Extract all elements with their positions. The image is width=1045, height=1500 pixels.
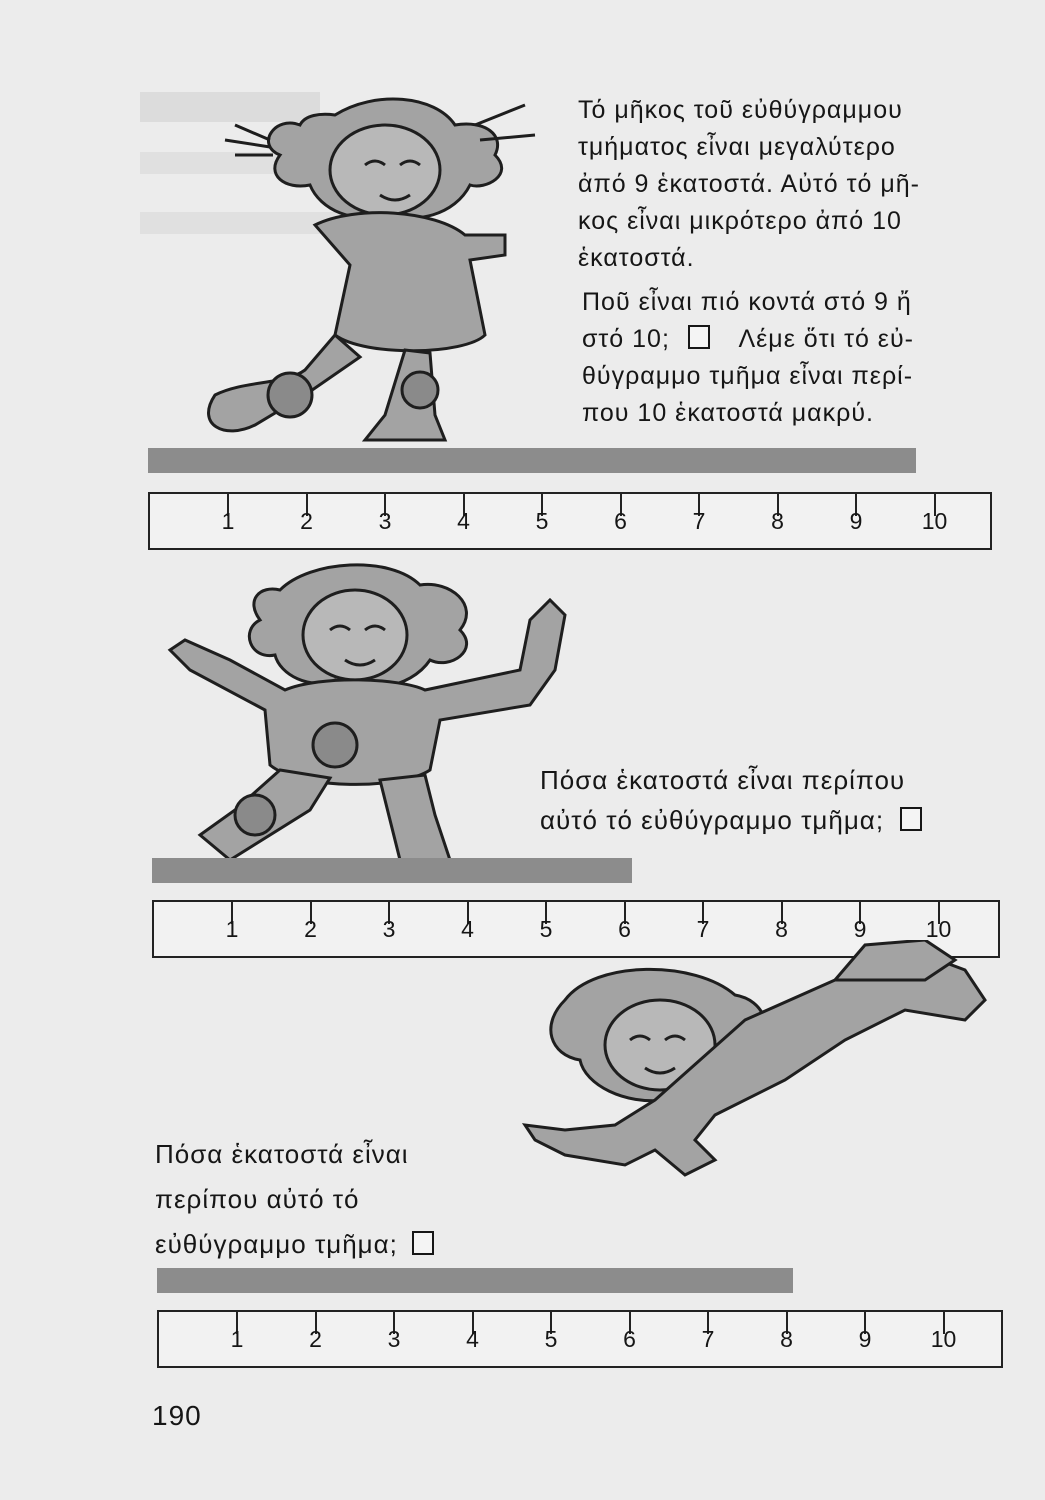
nearest-line: θύγραμμο τμῆμα εἶναι περί- [582, 362, 914, 390]
ruler-tick-label: 3 [382, 916, 396, 942]
intro-line: ἀπό 9 ἑκατοστά. Αὐτό τό μῆ- [578, 170, 920, 198]
ruler-tick-label: 2 [300, 508, 313, 534]
question-1-line-text: αὐτό τό εὐθύγραμμο τμῆμα; [540, 805, 885, 835]
girl-stretching-illustration [160, 560, 580, 870]
nearest-line-end: Λέμε ὅτι τό εὐ- [738, 325, 914, 353]
ruler-tick-label: 4 [457, 508, 470, 534]
ruler-tick-label: 5 [539, 916, 553, 942]
question-1 [540, 760, 1010, 840]
ruler-tick-label: 9 [849, 508, 863, 534]
answer-box-nearest[interactable] [688, 325, 710, 349]
page-number: 190 [152, 1400, 202, 1431]
ruler-tick-label: 3 [387, 1326, 401, 1352]
answer-box-question-2[interactable] [412, 1231, 434, 1255]
ruler-tick-label: 10 [921, 508, 948, 534]
question-2-line: Πόσα ἑκατοστά εἶναι [155, 1139, 409, 1169]
ruler-tick-label: 2 [304, 916, 317, 942]
ruler-tick-label: 1 [225, 916, 239, 942]
ruler-3 [157, 1310, 1003, 1368]
line-segment-1 [148, 448, 916, 473]
question-2-line: περίπου αὐτό τό [155, 1184, 360, 1214]
ruler-tick-label: 3 [378, 508, 392, 534]
ruler-1 [148, 492, 992, 550]
question-2-line [155, 1222, 515, 1267]
line-segment-2 [152, 858, 632, 883]
ruler-tick-label: 1 [230, 1326, 244, 1352]
nearest-line: που 10 ἑκατοστά μακρύ. [582, 399, 874, 427]
intro-line: κος εἶναι μικρότερο ἀπό 10 [578, 207, 902, 235]
ruler-tick-label: 6 [618, 916, 631, 942]
intro-paragraph [578, 92, 998, 277]
ruler-tick-label: 7 [696, 916, 710, 942]
nearest-line-start: στό 10; [582, 325, 670, 353]
ruler-tick-label: 1 [221, 508, 235, 534]
nearest-line [582, 321, 1002, 358]
intro-line: τμήματος εἶναι μεγαλύτερο [578, 133, 896, 161]
ruler-tick-label: 5 [535, 508, 549, 534]
ruler-tick-label: 8 [780, 1326, 793, 1352]
ruler-tick-label: 7 [692, 508, 706, 534]
ruler-tick-label: 10 [930, 1326, 957, 1352]
ruler-tick-label: 8 [775, 916, 788, 942]
ruler-tick-label: 10 [925, 916, 952, 942]
nearest-paragraph [582, 284, 1002, 432]
intro-line: ἑκατοστά. [578, 244, 695, 272]
ruler-tick-label: 6 [614, 508, 627, 534]
question-1-line: Πόσα ἑκατοστά εἶναι περίπου [540, 765, 906, 795]
nearest-line: Ποῦ εἶναι πιό κοντά στό 9 ἤ [582, 288, 912, 316]
girl-walking-illustration [185, 95, 575, 455]
question-2 [155, 1132, 515, 1267]
ruler-tick-label: 6 [623, 1326, 636, 1352]
ruler-tick-label: 5 [544, 1326, 558, 1352]
ruler-tick-label: 2 [309, 1326, 322, 1352]
intro-line: Τό μῆκος τοῦ εὐθύγραμμου [578, 96, 903, 124]
ruler-tick-label: 4 [466, 1326, 479, 1352]
ruler-tick-label: 4 [461, 916, 474, 942]
ruler-tick-label: 7 [701, 1326, 715, 1352]
line-segment-3 [157, 1268, 793, 1293]
ruler-tick-label: 9 [853, 916, 867, 942]
ruler-tick-label: 9 [858, 1326, 872, 1352]
answer-box-question-1[interactable] [900, 807, 922, 831]
question-1-line [540, 800, 1010, 840]
girl-crawling-illustration [505, 940, 995, 1200]
ruler-tick-label: 8 [771, 508, 784, 534]
question-2-line-text: εὐθύγραμμο τμῆμα; [155, 1229, 398, 1259]
